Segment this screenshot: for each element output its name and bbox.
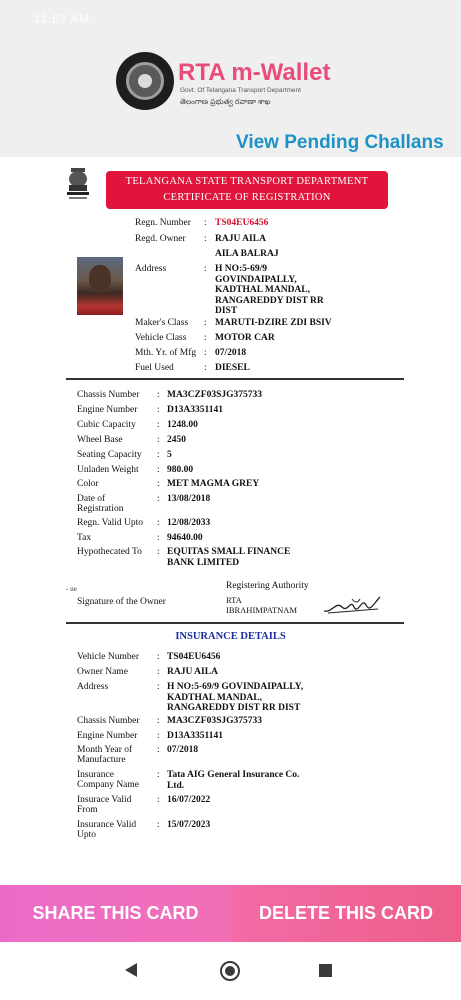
- address-value: H NO:5-69/9 GOVINDAIPALLY, KADTHAL MANDAL, RANGAREDDY DIST RR DIST: [215, 264, 324, 316]
- view-pending-challans-link[interactable]: View Pending Challans: [236, 132, 444, 153]
- delete-card-button[interactable]: DELETE THIS CARD: [231, 885, 461, 942]
- app-title: RTA m-Wallet: [178, 59, 331, 86]
- field-label: Color: [77, 479, 99, 489]
- certificate-department: TELANGANA STATE TRANSPORT DEPARTMENT: [125, 176, 369, 187]
- field-label: Engine Number: [77, 731, 138, 741]
- field-label: Address: [135, 264, 167, 274]
- field-label: Chassis Number: [77, 390, 140, 400]
- authority-signature-icon: [322, 593, 382, 615]
- registration-date-value: 13/08/2018: [167, 494, 211, 504]
- registration-certificate: TELANGANA STATE TRANSPORT DEPARTMENT CERTIFICATE OF REGISTRATION Regn. Number : TS04EU6456 Regd. Owner : RAJU AILA AILA BALRAJ Address : H NO:5-69/9 GOVINDAIPALLY, KADTHAL MANDAL, RANGAREDDY DIST RR DIST Maker's Class : MARUTI-DZIRE ZDI BSIV Vehicle Class : MOTOR CAR Mth. Yr. of Mfg : 07/2018 Fuel Used : DIESEL Chassis Number : MA3CZF03SJG375733 Engine Number : D13A3351141 Cubic Capacity : 1248.00 Wheel Base : 2450 Seating Capacity : 5 Unladen Weight : 980.00 Color : MET MAGMA GREY Date of Registration : 13/08/2018 Regn. Valid Upto : 12/08/2033 Tax : 94640.00 Hypothecated To : EQUITAS SMALL FINANCE BANK LIMITED - ue Registering Authority Signature of the Owner RTA IBRAHIMPATNAM INSURANCE DETAILS Vehicle Number : TS04EU6456 Owner Name : RAJU AILA Address : H NO:5-69/9 GOVINDAIPALLY, KADTHAL MANDAL, RANGAREDDY DIST RR DIST Chassis Number : MA3CZF03SJG375733 Engine Number : D13A3351141 Month Year of Manufacture : 07/2018 Insurance Company Name : Tata AIG General Insurance Co. Ltd. Insurace Valid From : 16/07/2022 Insurance Valid Upto : 15/07/2023: [0, 157, 461, 885]
- ins-company-value: Tata AIG General Insurance Co. Ltd.: [167, 770, 300, 791]
- field-label: Mth. Yr. of Mfg: [135, 348, 197, 358]
- engine-value: D13A3351141: [167, 405, 223, 415]
- owner-sign-mark: - ue: [66, 585, 77, 593]
- fuel-value: DIESEL: [215, 363, 250, 373]
- ins-mfg-value: 07/2018: [167, 745, 199, 755]
- field-label: Regn. Number: [135, 218, 191, 228]
- back-triangle-icon[interactable]: [125, 963, 137, 977]
- tax-value: 94640.00: [167, 533, 203, 543]
- field-label: Hypothecated To: [77, 547, 142, 557]
- owner-value: RAJU AILA: [215, 234, 266, 244]
- color-value: MET MAGMA GREY: [167, 479, 260, 489]
- field-label: Chassis Number: [77, 716, 140, 726]
- mfg-date-value: 07/2018: [215, 348, 247, 358]
- ins-engine-value: D13A3351141: [167, 731, 223, 741]
- share-card-button[interactable]: SHARE THIS CARD: [0, 885, 231, 942]
- unladen-weight-value: 980.00: [167, 465, 194, 475]
- field-label: Owner Name: [77, 667, 128, 677]
- field-label: Address: [77, 682, 109, 692]
- ashoka-emblem-icon: [63, 165, 93, 203]
- field-label: Date of Registration: [77, 494, 124, 514]
- field-label: Month Year of Manufacture: [77, 745, 133, 765]
- wheel-base-value: 2450: [167, 435, 186, 445]
- field-label: Insurace Valid From: [77, 795, 132, 815]
- app-header: [0, 0, 461, 157]
- owner-signature-label: Signature of the Owner: [77, 597, 166, 607]
- chassis-value: MA3CZF03SJG375733: [167, 390, 262, 400]
- field-label: Tax: [77, 533, 92, 543]
- app-subtitle: Govt. Of Telangana Transport Department: [180, 87, 301, 94]
- ins-chassis-value: MA3CZF03SJG375733: [167, 716, 262, 726]
- vehicle-class-value: MOTOR CAR: [215, 333, 275, 343]
- field-label: Vehicle Number: [77, 652, 139, 662]
- makers-class-value: MARUTI-DZIRE ZDI BSIV: [215, 318, 332, 328]
- app-subtitle-telugu: తెలంగాణ ప్రభుత్వ రవాణా శాఖ: [180, 97, 271, 106]
- field-label: Fuel Used: [135, 363, 174, 373]
- field-label: Maker's Class: [135, 318, 189, 328]
- seating-value: 5: [167, 450, 172, 460]
- regn-valid-value: 12/08/2033: [167, 518, 211, 528]
- status-bar: [0, 0, 461, 40]
- field-label: Regn. Valid Upto: [77, 518, 144, 528]
- field-label: Seating Capacity: [77, 450, 142, 460]
- system-nav-bar: [0, 942, 461, 1000]
- registering-authority-name: RTA IBRAHIMPATNAM: [226, 595, 298, 615]
- field-label: Insurance Company Name: [77, 770, 140, 790]
- field-label: Unladen Weight: [77, 465, 139, 475]
- certificate-title-banner: [106, 171, 388, 209]
- home-circle-icon[interactable]: [220, 961, 240, 981]
- ins-vehicle-number-value: TS04EU6456: [167, 652, 221, 662]
- field-label: Wheel Base: [77, 435, 123, 445]
- hypothecated-value: EQUITAS SMALL FINANCE BANK LIMITED: [167, 547, 291, 568]
- telangana-logo-icon: [116, 52, 174, 110]
- regn-number-value: TS04EU6456: [215, 218, 269, 228]
- insurance-title: INSURANCE DETAILS: [175, 631, 286, 642]
- field-label: Engine Number: [77, 405, 138, 415]
- field-label: Regd. Owner: [135, 234, 186, 244]
- field-label: Cubic Capacity: [77, 420, 136, 430]
- status-time: 11:03 AM: [34, 12, 90, 26]
- field-label: Vehicle Class: [135, 333, 187, 343]
- ins-valid-upto-value: 15/07/2023: [167, 820, 211, 830]
- ins-address-value: H NO:5-69/9 GOVINDAIPALLY, KADTHAL MANDAL, RANGAREDDY DIST RR DIST: [167, 682, 304, 713]
- section-divider: [66, 378, 404, 380]
- ins-owner-value: RAJU AILA: [167, 667, 218, 677]
- registering-authority-label: Registering Authority: [226, 581, 309, 591]
- field-label: Insurance Valid Upto: [77, 820, 137, 840]
- owner-father-value: AILA BALRAJ: [215, 249, 279, 259]
- ins-valid-from-value: 16/07/2022: [167, 795, 211, 805]
- recents-square-icon[interactable]: [319, 964, 332, 977]
- cubic-capacity-value: 1248.00: [167, 420, 198, 430]
- owner-photo: [77, 257, 123, 315]
- certificate-title: CERTIFICATE OF REGISTRATION: [163, 192, 331, 203]
- section-divider: [66, 622, 404, 624]
